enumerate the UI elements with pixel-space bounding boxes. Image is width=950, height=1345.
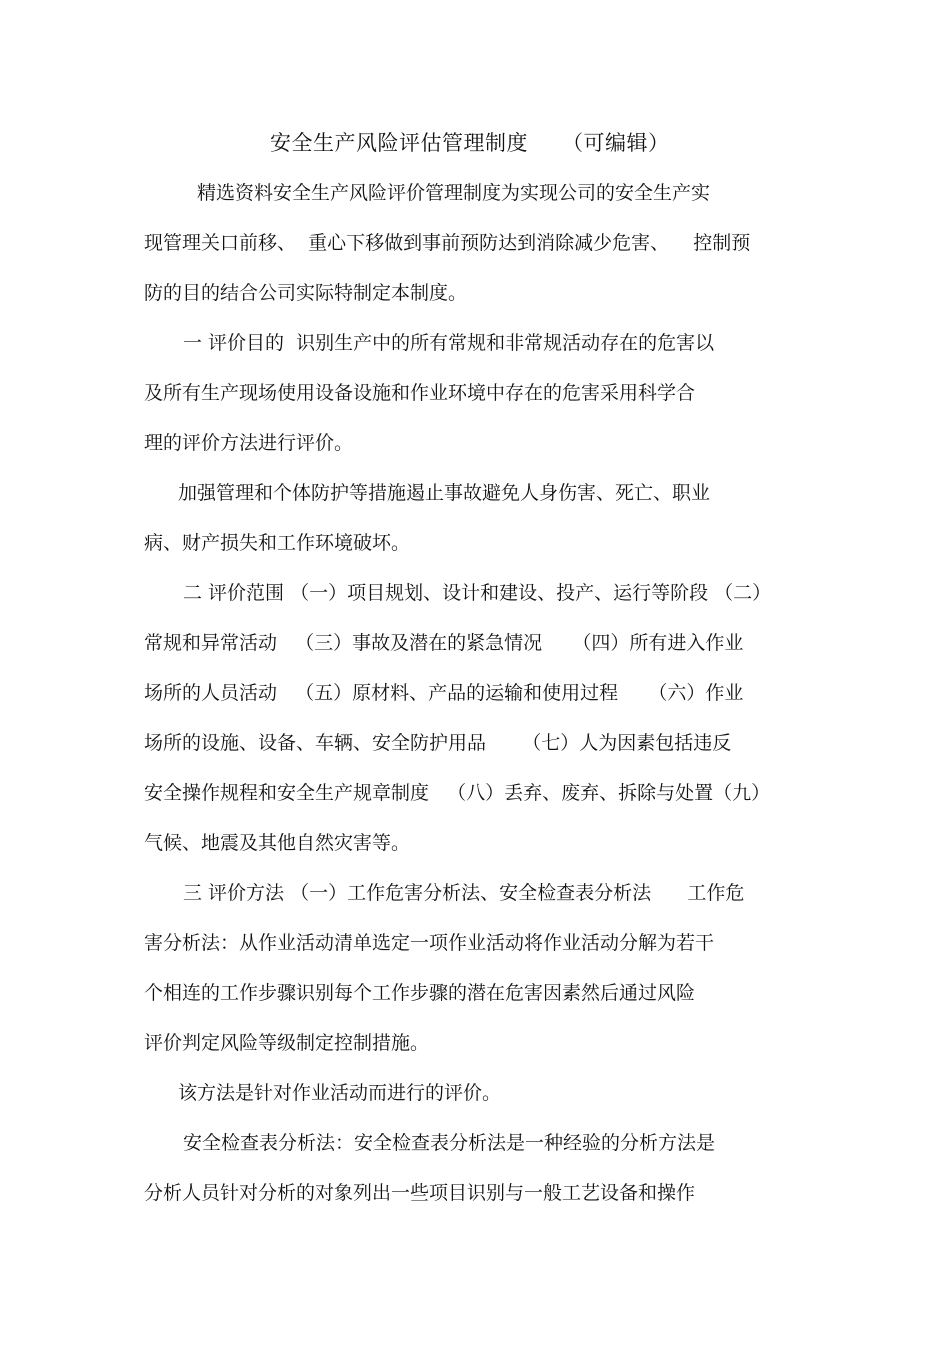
text-line: 常规和异常活动 （三）事故及潜在的紧急情况 （四）所有进入作业	[144, 632, 744, 654]
text-line: 理的评价方法进行评价。	[144, 432, 354, 454]
text-line: 病、财产损失和工作环境破坏。	[144, 532, 411, 554]
text-line: 安全操作规程和安全生产规章制度 （八）丢弃、废弃、拆除与处置（九）	[144, 782, 771, 804]
document-title	[270, 127, 670, 157]
text-line: 精选资料安全生产风险评价管理制度为实现公司的安全生产实	[197, 182, 711, 204]
text-line: 防的目的结合公司实际特制定本制度。	[144, 282, 468, 304]
text-line: 场所的人员活动 （五）原材料、产品的运输和使用过程 （六）作业	[144, 682, 744, 704]
text-line: 害分析法：从作业活动清单选定一项作业活动将作业活动分解为若干	[144, 932, 715, 954]
text-line: 该方法是针对作业活动而进行的评价。	[178, 1082, 502, 1104]
title-suffix: （可编辑）	[562, 131, 670, 155]
text-line: 现管理关口前移、 重心下移做到事前预防达到消除减少危害、 控制预	[144, 232, 751, 254]
title-text: 安全生产风险评估管理制度	[270, 131, 528, 155]
text-line: 二 评价范围 （一）项目规划、设计和建设、投产、运行等阶段 （二）	[183, 582, 772, 604]
text-line: 分析人员针对分析的对象列出一些项目识别与一般工艺设备和操作	[144, 1182, 696, 1204]
text-line: 三 评价方法 （一）工作危害分析法、安全检查表分析法 工作危	[183, 882, 745, 904]
text-line: 一 评价目的 识别生产中的所有常规和非常规活动存在的危害以	[183, 332, 715, 354]
text-line: 评价判定风险等级制定控制措施。	[144, 1032, 430, 1054]
text-line: 及所有生产现场使用设备设施和作业环境中存在的危害采用科学合	[144, 382, 696, 404]
text-line: 个相连的工作步骤识别每个工作步骤的潜在危害因素然后通过风险	[144, 982, 696, 1004]
text-line: 气候、地震及其他自然灾害等。	[144, 832, 411, 854]
text-line: 场所的设施、设备、车辆、安全防护用品 （七）人为因素包括违反	[144, 732, 732, 754]
text-line: 安全检查表分析法：安全检查表分析法是一种经验的分析方法是	[183, 1132, 716, 1154]
text-line: 加强管理和个体防护等措施遏止事故避免人身伤害、死亡、职业	[178, 482, 711, 504]
